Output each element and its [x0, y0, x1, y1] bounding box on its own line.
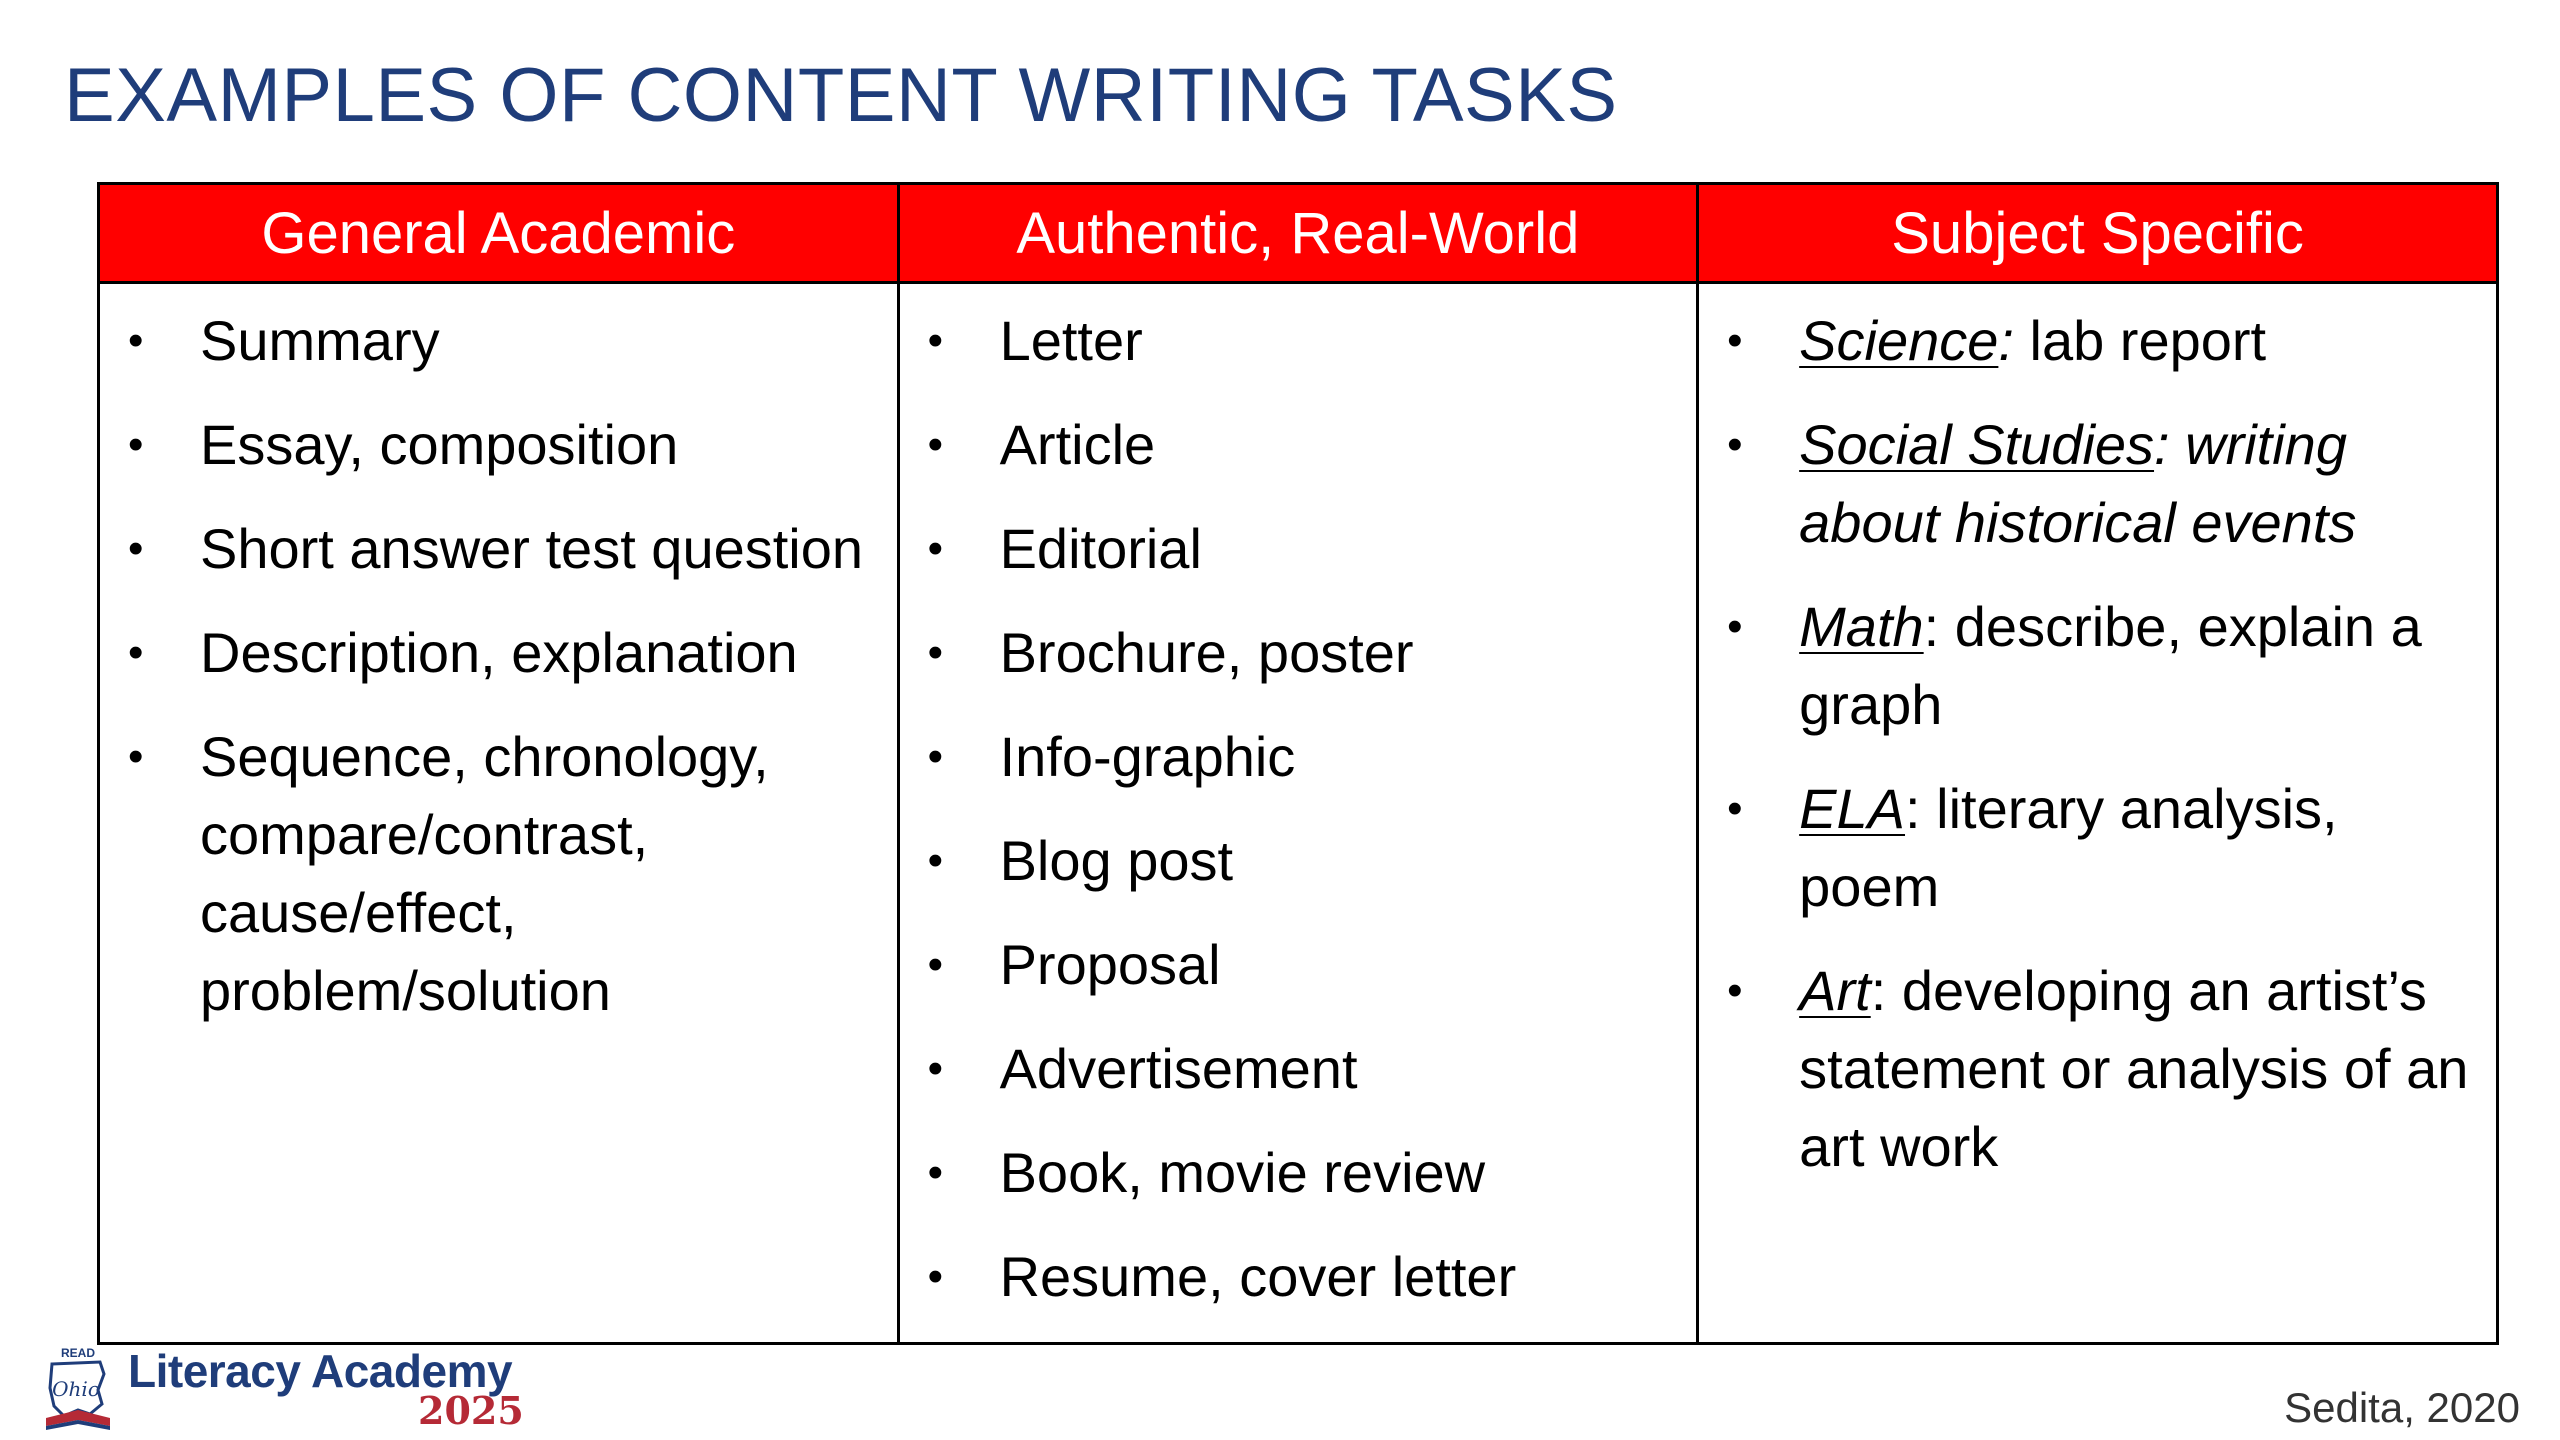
- list-item: • Science: lab report: [1723, 302, 2472, 380]
- subject-name: Art: [1799, 959, 1871, 1022]
- list-item: • Description, explanation: [124, 614, 873, 692]
- list-item: • Resume, cover letter: [924, 1238, 1673, 1316]
- bullet-icon: •: [128, 524, 144, 573]
- bullet-icon: •: [927, 316, 943, 365]
- column-general-academic: [99, 283, 899, 1344]
- general-academic-list: [124, 302, 873, 1030]
- bullet-icon: •: [1727, 966, 1743, 1015]
- list-item: • Editorial: [924, 510, 1673, 588]
- bullet-icon: •: [927, 836, 943, 885]
- subject-name: Social Studies: [1799, 413, 2155, 476]
- subject-name: Math: [1799, 595, 1924, 658]
- bullet-icon: •: [128, 420, 144, 469]
- bullet-icon: •: [927, 1252, 943, 1301]
- bullet-icon: •: [927, 732, 943, 781]
- svg-text:READ: READ: [60, 1346, 96, 1360]
- logo-year: 2025: [418, 1388, 524, 1433]
- bullet-icon: •: [1727, 316, 1743, 365]
- list-item: • Info-graphic: [924, 718, 1673, 796]
- header-subject-specific: Subject Specific: [1698, 184, 2498, 283]
- bullet-icon: •: [927, 1044, 943, 1093]
- list-item: • Math: describe, explain a graph: [1723, 588, 2472, 744]
- citation: Sedita, 2020: [2284, 1384, 2520, 1431]
- real-world-list: [924, 302, 1673, 1316]
- bullet-icon: •: [128, 316, 144, 365]
- slide-title: EXAMPLES OF CONTENT WRITING TASKS: [64, 53, 1618, 138]
- list-item: • Short answer test question: [124, 510, 873, 588]
- list-item: • ELA: literary analysis, poem: [1723, 770, 2472, 926]
- read-ohio-logo-icon: [38, 1344, 118, 1434]
- list-item: • Advertisement: [924, 1030, 1673, 1108]
- column-subject-specific: [1698, 283, 2498, 1344]
- list-item: • Letter: [924, 302, 1673, 380]
- bullet-icon: •: [1727, 420, 1743, 469]
- bullet-icon: •: [1727, 784, 1743, 833]
- writing-tasks-table: [97, 182, 2499, 1345]
- subject-name: Science: [1799, 309, 1999, 372]
- bullet-icon: •: [128, 732, 144, 781]
- bullet-icon: •: [1727, 602, 1743, 651]
- list-item: • Art: developing an artist’s statement or analysis of an art work: [1723, 952, 2472, 1186]
- svg-text:Ohio: Ohio: [52, 1377, 100, 1401]
- list-item: • Brochure, poster: [924, 614, 1673, 692]
- column-real-world: [898, 283, 1698, 1344]
- subject-name: ELA: [1799, 777, 1906, 840]
- list-item: • Essay, composition: [124, 406, 873, 484]
- list-item: • Summary: [124, 302, 873, 380]
- header-general-academic: General Academic: [99, 184, 899, 283]
- bullet-icon: •: [927, 524, 943, 573]
- logo-name: Literacy Academy: [128, 1345, 513, 1397]
- list-item: • Blog post: [924, 822, 1673, 900]
- bullet-icon: •: [927, 940, 943, 989]
- bullet-icon: •: [927, 628, 943, 677]
- bullet-icon: •: [927, 1148, 943, 1197]
- literacy-academy-logo: [38, 1344, 598, 1434]
- list-item: • Social Studies: writing about historical events: [1723, 406, 2472, 562]
- header-real-world: Authentic, Real-World: [898, 184, 1698, 283]
- bullet-icon: •: [128, 628, 144, 677]
- bullet-icon: •: [927, 420, 943, 469]
- list-item: • Proposal: [924, 926, 1673, 1004]
- list-item: • Article: [924, 406, 1673, 484]
- subject-specific-list: [1723, 302, 2472, 1186]
- list-item: • Sequence, chronology, compare/contrast, cause/effect, problem/solution: [124, 718, 873, 1030]
- list-item: • Book, movie review: [924, 1134, 1673, 1212]
